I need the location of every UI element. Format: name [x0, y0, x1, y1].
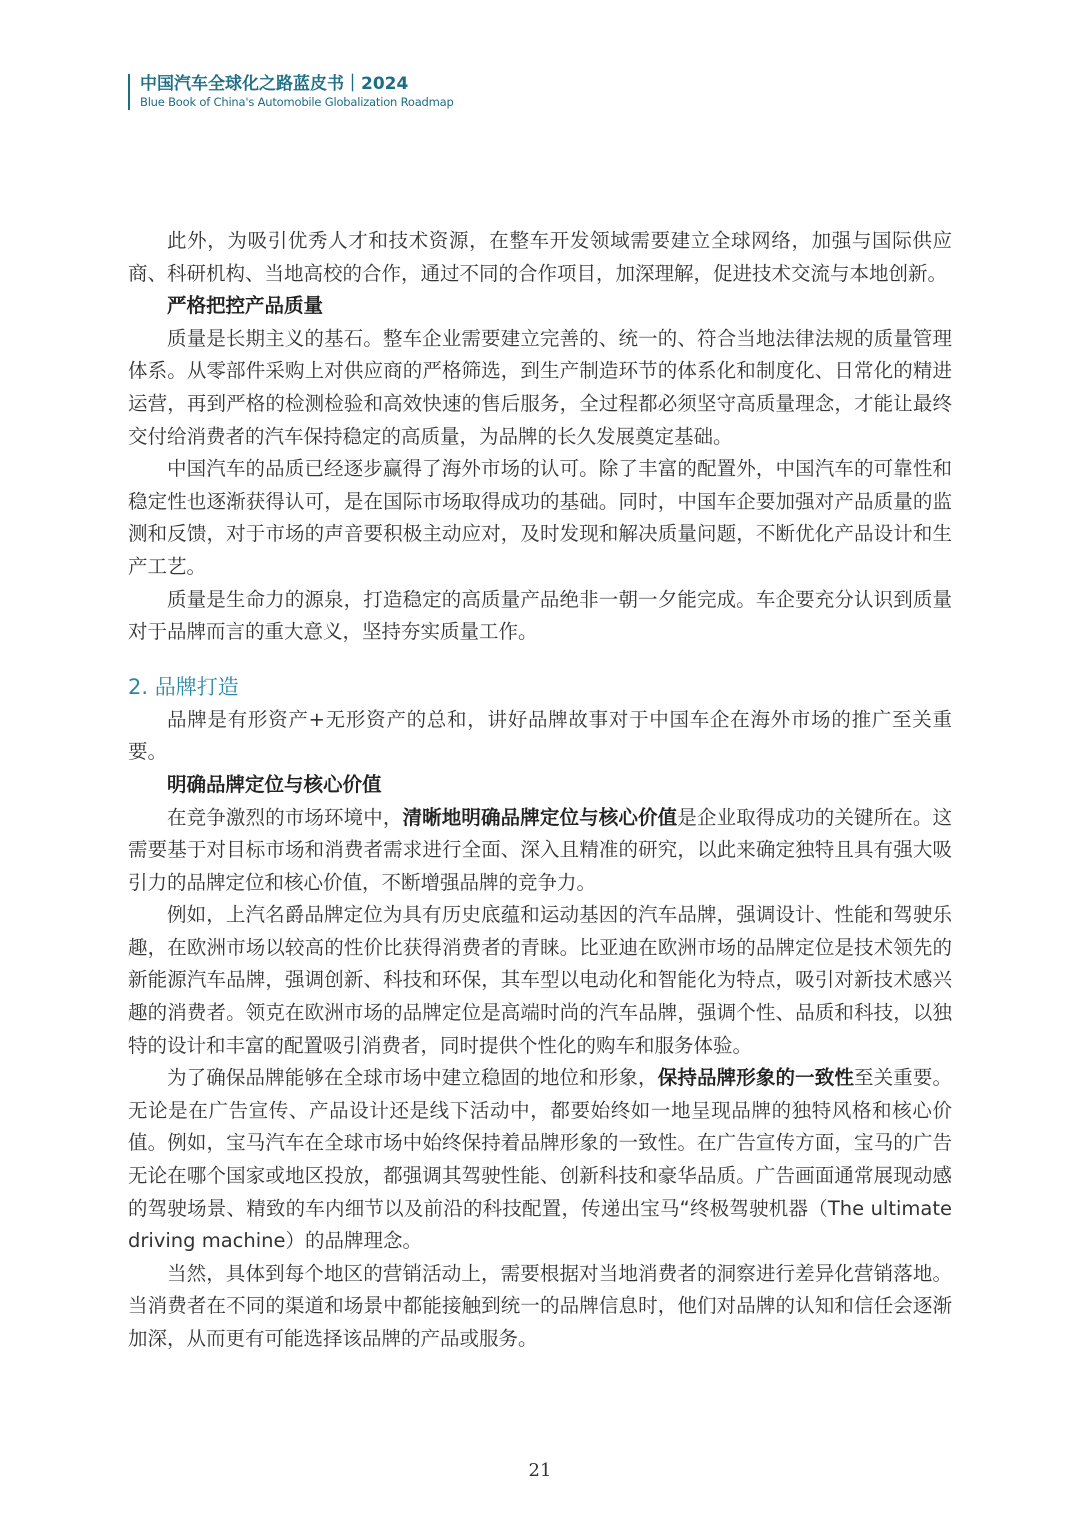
bold-emphasis: 清晰地明确品牌定位与核心价值: [402, 805, 678, 829]
paragraph-localized-marketing: 当然，具体到每个地区的营销活动上，需要根据对当地消费者的洞察进行差异化营销落地。当消费者在不同的渠道和场景中都能接触到统一的品牌信息时，他们对品牌的认知和信任会逐渐加深，从而更有可能选择该品牌的产品或服务。: [128, 1261, 952, 1350]
page-number: 21: [528, 1460, 552, 1481]
paragraph-brand-positioning: [128, 802, 952, 900]
paragraph-quality-vitality: 质量是生命力的源泉，打造稳定的高质量产品绝非一朝一夕能完成。车企要充分认识到质量对于品牌而言的重大意义，坚持夯实质量工作。: [128, 587, 952, 644]
paragraph-brand-examples: 例如，上汽名爵品牌定位为具有历史底蕴和运动基因的汽车品牌，强调设计、性能和驾驶乐趣，在欧洲市场以较高的性价比获得消费者的青睐。比亚迪在欧洲市场的品牌定位是技术领先的新能源汽车品牌，强调创新、科技和环保，其车型以电动化和智能化为特点，吸引对新技术感兴趣的消费者。领克在欧洲市场的品牌定位是高端时尚的汽车品牌，强调个性、品质和科技，以独特的设计和丰富的配置吸引消费者，同时提供个性化的购车和服务体验。: [128, 903, 952, 1057]
header-title-cn: 中国汽车全球化之路蓝皮书｜2024: [140, 74, 409, 94]
paragraph-text: 至关重要。无论是在广告宣传、产品设计还是线下活动中，都要始终如一地呈现品牌的独特风格和核心价值。例如，宝马汽车在全球市场中始终保持着品牌形象的一致性。在广告宣传方面，宝马的广告无论在哪个国家或地区投放，都强调其驾驶性能、创新科技和豪华品质。广告画面通常展现动感的驾驶场景、精致的车内细节以及前沿的科技配置，传递出宝马“终极驾驶机器（The ultimate driving machine）的品牌理念。: [128, 1066, 952, 1253]
section-heading-brand-building: 2. 品牌打造: [128, 674, 239, 699]
paragraph-quality-foundation: 质量是长期主义的基石。整车企业需要建立完善的、统一的、符合当地法律法规的质量管理体系。从零部件采购上对供应商的严格筛选，到生产制造环节的体系化和制度化、日常化的精进运营，再到严格的检测检验和高效快速的售后服务，全过程都必须坚守高质量理念，才能让最终交付给消费者的汽车保持稳定的高质量，为品牌的长久发展奠定基础。: [128, 326, 952, 448]
paragraph-quality-recognition: 中国汽车的品质已经逐步赢得了海外市场的认可。除了丰富的配置外，中国汽车的可靠性和稳定性也逐渐获得认可，是在国际市场取得成功的基础。同时，中国车企要加强对产品质量的监测和反馈，对于市场的声音要积极主动应对，及时发现和解决质量问题，不断优化产品设计和生产工艺。: [128, 457, 952, 578]
subheading-quality-control: 严格把控产品质量: [167, 294, 324, 318]
subheading-brand-positioning: 明确品牌定位与核心价值: [167, 772, 382, 796]
paragraph-talent-network: 此外，为吸引优秀人才和技术资源，在整车开发领域需要建立全球网络，加强与国际供应商、科研机构、当地高校的合作，通过不同的合作项目，加深理解，促进技术交流与本地创新。: [128, 229, 952, 285]
header-title-en: Blue Book of China's Automobile Globalization Roadmap: [140, 95, 454, 109]
running-header: [128, 74, 454, 110]
paragraph-brand-definition: 品牌是有形资产+无形资产的总和，讲好品牌故事对于中国车企在海外市场的推广至关重要。: [128, 707, 952, 764]
bold-emphasis: 保持品牌形象的一致性: [657, 1066, 854, 1090]
paragraph-text: 在竞争激烈的市场环境中，: [167, 805, 403, 829]
paragraph-brand-consistency: [128, 1062, 952, 1258]
paragraph-text: 是企业取得成功的关键所在。这需要基于对目标市场和消费者需求进行全面、深入且精准的研究，以此来确定独特且具有强大吸引力的品牌定位和核心价值，不断增强品牌的竞争力。: [128, 805, 952, 894]
main-content: [128, 225, 952, 1356]
paragraph-text: 为了确保品牌能够在全球市场中建立稳固的地位和形象，: [167, 1066, 658, 1090]
